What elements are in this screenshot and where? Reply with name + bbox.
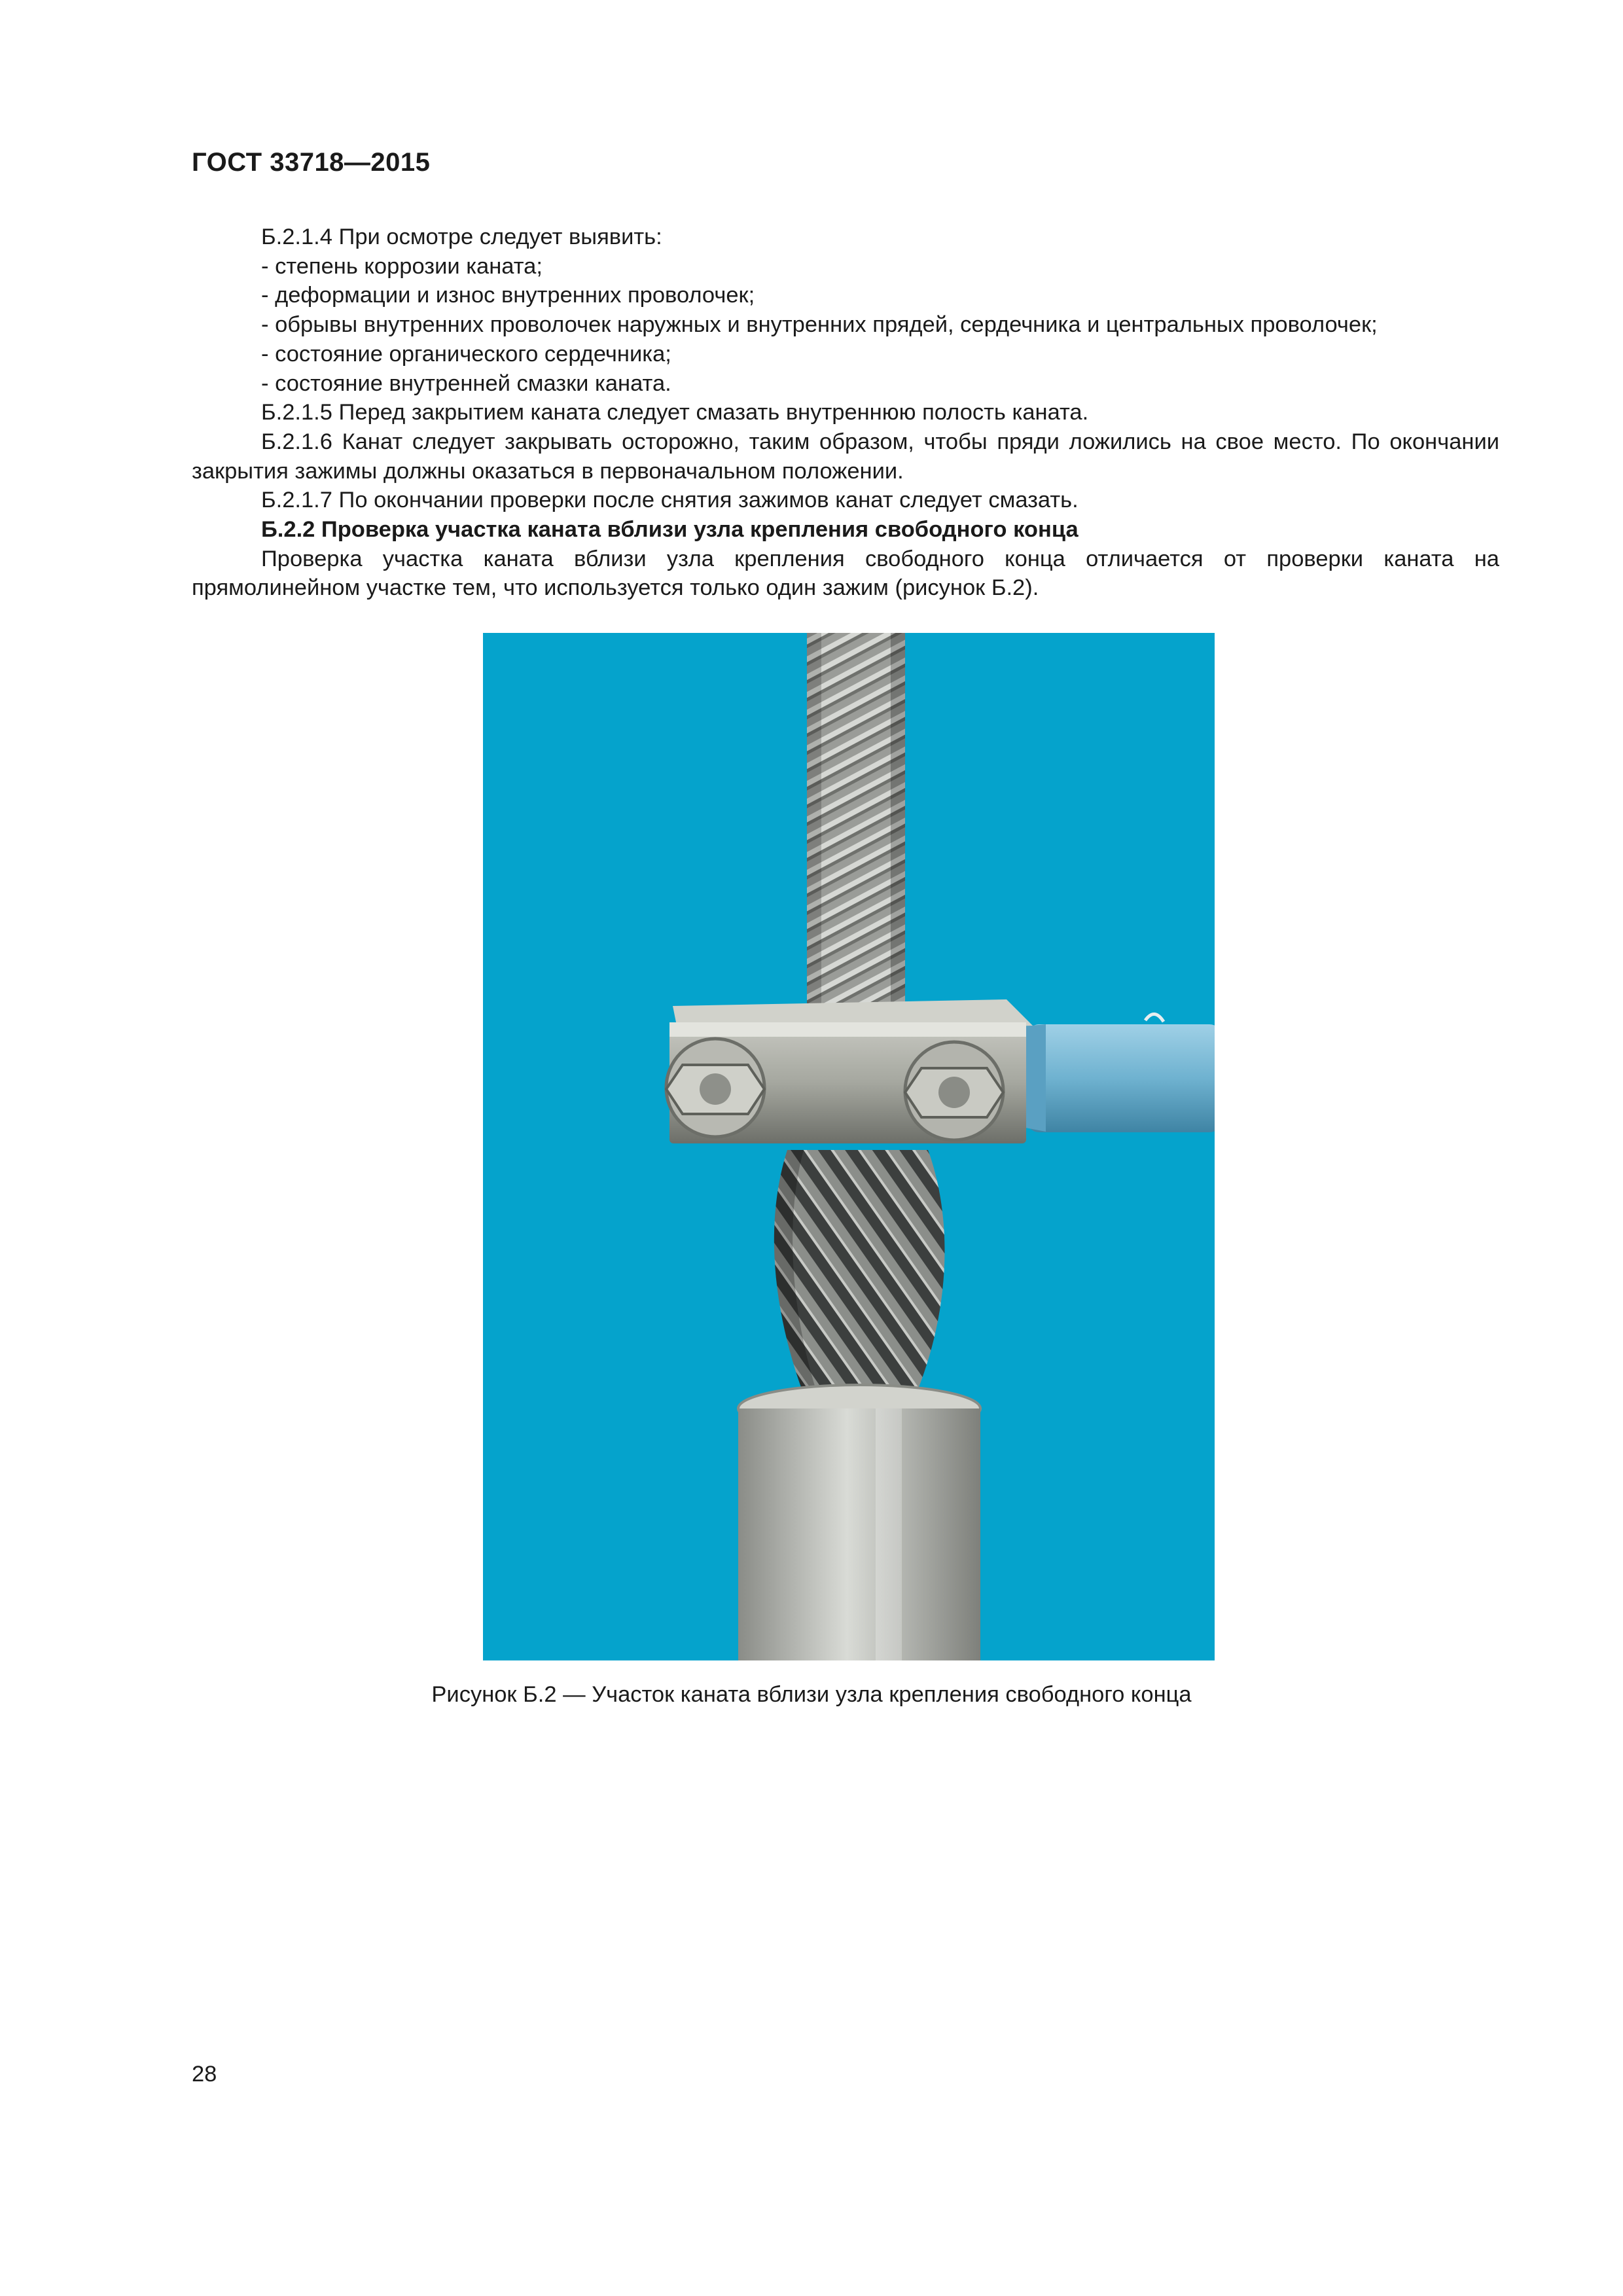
rope-clamp-illustration bbox=[483, 633, 1215, 1660]
list-item-corrosion: - степень коррозии каната; bbox=[261, 253, 543, 279]
rope-end-sleeve bbox=[738, 1385, 980, 1660]
bolt-right bbox=[905, 1042, 1003, 1140]
paragraph-b217: Б.2.1.7 По окончании проверки после снятия зажимов канат следует смазать. bbox=[261, 488, 1079, 513]
paragraph-b215: Б.2.1.5 Перед закрытием каната следует смазать внутреннюю полость каната. bbox=[261, 400, 1089, 425]
paragraph-b216: Б.2.1.6 Канат следует закрывать осторожно, таким образом, чтобы пряди ложились на свое место. По окончании закрытия зажимы должны оказаться в первоначальном положении. bbox=[192, 429, 1499, 484]
figure-rope-clamp-photo bbox=[483, 633, 1215, 1660]
body-text bbox=[192, 223, 1499, 603]
steel-rope-upper bbox=[807, 633, 905, 1049]
list-item-core-state: - состояние органического сердечника; bbox=[261, 341, 671, 367]
paragraph-b22-body: Проверка участка каната вблизи узла крепления свободного конца отличается от проверки каната на прямолинейном участке тем, что используется только один зажим (рисунок Б.2). bbox=[192, 546, 1499, 601]
section-heading-b22: Б.2.2 Проверка участка каната вблизи узла крепления свободного конца bbox=[261, 517, 1079, 543]
steel-rope-opened-strands bbox=[774, 1150, 945, 1412]
bolt-left bbox=[666, 1039, 764, 1137]
document-code-header: ГОСТ 33718—2015 bbox=[192, 148, 431, 177]
paragraph-b214: Б.2.1.4 При осмотре следует выявить: bbox=[261, 224, 662, 249]
list-item-lubrication: - состояние внутренней смазки каната. bbox=[261, 370, 671, 396]
figure-caption: Рисунок Б.2 — Участок каната вблизи узла крепления свободного конца bbox=[431, 1682, 1192, 1707]
page-number: 28 bbox=[192, 2062, 217, 2087]
list-item-deformation: - деформации и износ внутренних проволочек; bbox=[261, 283, 755, 308]
list-item-broken-wires: - обрывы внутренних проволочек наружных и внутренних прядей, сердечника и центральных проволочек; bbox=[261, 312, 1378, 338]
